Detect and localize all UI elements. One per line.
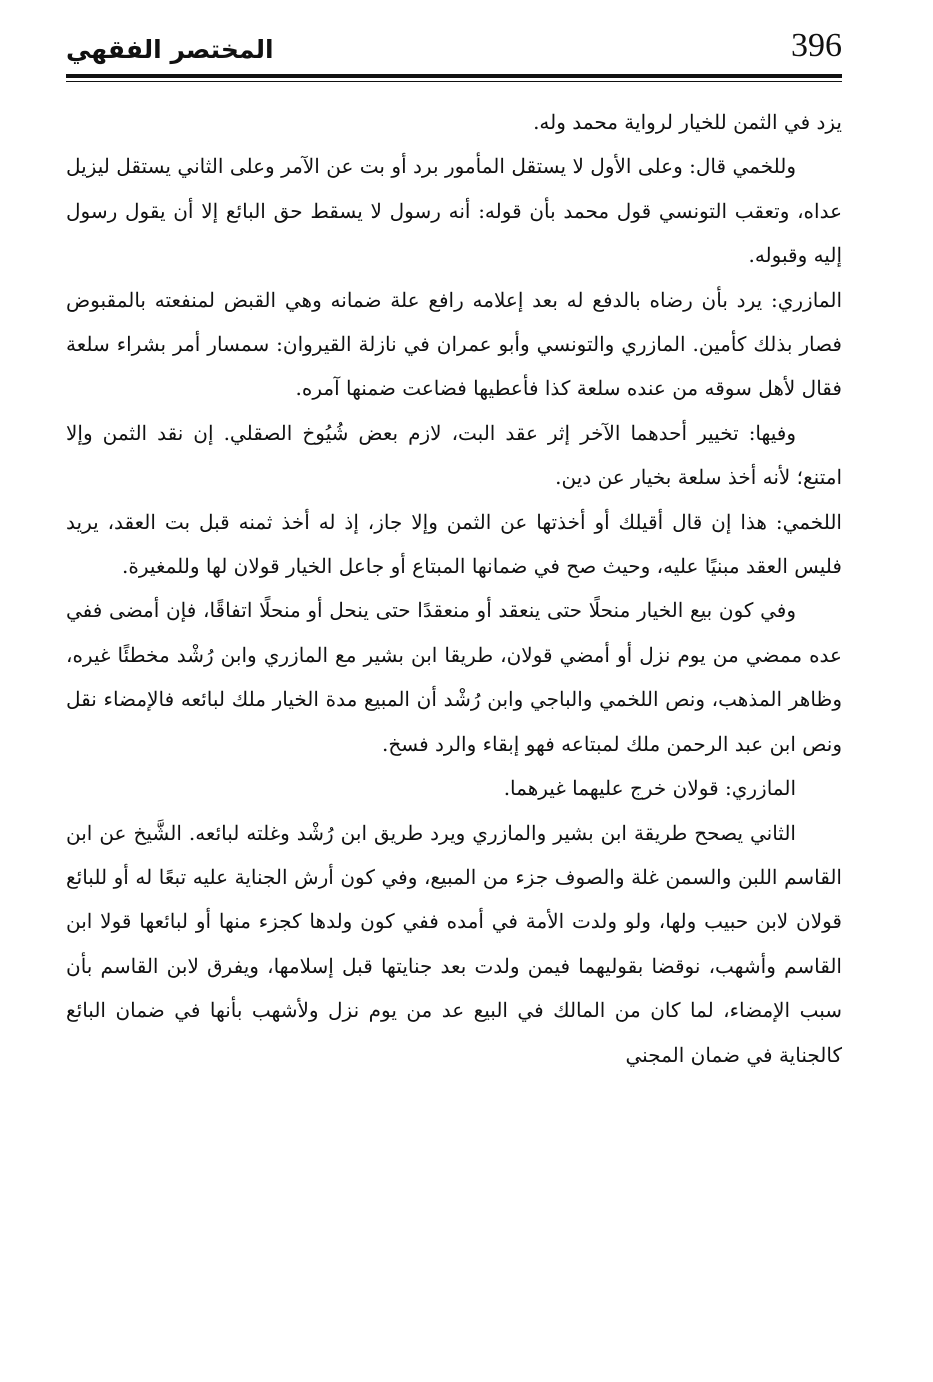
running-title: المختصر الفقهي	[66, 35, 274, 64]
paragraph: اللخمي: هذا إن قال أقيلك أو أخذتها عن الثمن وإلا جاز، إذ له أخذ ثمنه قبل بت العقد، يريد فليس العقد مبنيًا عليه، وحيث صح في ضمانها المبتاع أو جاعل الخيار قولان لها وللمغيرة.	[66, 509, 842, 579]
paragraph: الثاني يصحح طريقة ابن بشير والمازري ويرد طريق ابن رُشْد وغلته لبائعه. الشَّيخ عن ابن القاسم اللبن والسمن غلة والصوف جزء من المبيع، وفي كون أرش الجناية عليه تبعًا له أو للبائع قولان لابن حبيب ولها، ولو ولدت الأمة في أمده ففي كون ولدها كجزء منها أو لبائعها قولا ابن القاسم وأشهب، نوقضا بقوليهما فيمن ولدت بعد جنايتها قبل إسلامها، ويفرق لابن القاسم بأن سبب الإمضاء، لما كان من المالك في البيع عد من يوم نزل ولأشهب بأنها في ضمان البائع كالجناية في ضمان المجني	[66, 820, 842, 1067]
paragraph: المازري: قولان خرج عليهما غيرهما.	[503, 776, 796, 801]
paragraph: وفي كون بيع الخيار منحلًا حتى ينعقد أو منعقدًا حتى ينحل أو منحلًا اتفاقًا، فإن أمضى ففي عده ممضي من يوم نزل أو أمضي قولان، طريقا ابن بشير مع المازري وابن رُشْد مخطئًا غيره، وظاهر المذهب، ونص اللخمي والباجي وابن رُشْد أن المبيع مدة الخيار ملك لبائعه فالإمضاء نقل ونص ابن عبد الرحمن ملك لمبتاعه فهو إبقاء والرد فسخ.	[66, 598, 842, 756]
paragraph: المازري: يرد بأن رضاه بالدفع له بعد إعلامه رافع علة ضمانه وهي القبض لمنفعته بالمقبوض فصار بذلك كأمين. المازري والتونسي وأبو عمران في نازلة القيروان: سمسار أمر بشراء سلعة فقال لأهل سوقه من عنده سلعة كذا فأعطيها فضاعت ضمنها آمره.	[66, 287, 842, 401]
header-rule	[66, 74, 842, 78]
page-number: 396	[791, 27, 842, 64]
body-text	[66, 100, 842, 1077]
header-rule-thin	[66, 81, 842, 82]
paragraph: وفيها: تخيير أحدهما الآخر إثر عقد البت، لازم بعض شُيُوخ الصقلي. إن نقد الثمن وإلا امتنع؛ لأنه أخذ سلعة بخيار عن دين.	[66, 420, 842, 490]
paragraph: يزد في الثمن للخيار لرواية محمد وله.	[533, 110, 842, 134]
paragraph: وللخمي قال: وعلى الأول لا يستقل المأمور برد أو بت عن الآمر وعلى الثاني يستقل ليزيل عداه، وتعقب التونسي قول محمد بأن قوله: أنه رسول لا يسقط حق البائع إلا أن يقول رسول إليه وقبوله.	[66, 154, 842, 268]
